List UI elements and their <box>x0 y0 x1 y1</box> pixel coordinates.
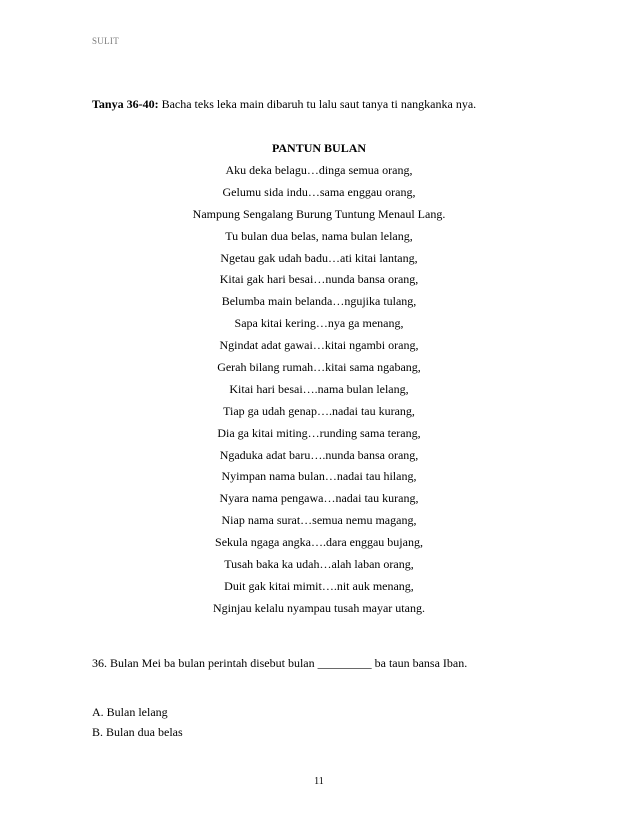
poem-title: PANTUN BULAN <box>271 141 367 155</box>
poem-line: Gelumu sida indu…sama enggau orang, <box>222 184 416 199</box>
poem-line: Niap nama surat…semua nemu magang, <box>221 513 417 528</box>
instruction-prefix: Tanya 36-40: <box>92 97 159 111</box>
poem-line: Tu bulan dua belas, nama bulan lelang, <box>225 228 413 243</box>
poem-line: Sekula ngaga angka….dara enggau bujang, <box>215 535 423 550</box>
poem-line: Ngetau gak udah badu…ati kitai lantang, <box>220 250 418 265</box>
poem-line: Dia ga kitai miting…runding sama terang, <box>217 425 421 440</box>
poem-line: Sapa kitai kering…nya ga menang, <box>234 316 404 331</box>
option-a: A. Bulan lelang <box>92 705 168 719</box>
question-instruction <box>92 96 562 112</box>
question-36: 36. Bulan Mei ba bulan perintah disebut bulan _________ ba taun bansa Iban. <box>92 656 468 670</box>
poem-line: Duit gak kitai mimit….nit auk menang, <box>224 578 414 593</box>
answer-options <box>92 702 183 742</box>
option-b: B. Bulan dua belas <box>92 725 183 739</box>
page-number: 11 <box>314 776 324 787</box>
poem-line: Nampung Sengalang Burung Tuntung Menaul Lang. <box>192 206 446 221</box>
poem-line: Ngaduka adat baru….nunda bansa orang, <box>219 447 419 462</box>
poem-line: Tusah baka ka udah…alah laban orang, <box>224 557 414 572</box>
poem-line: Ngindat adat gawai…kitai ngambi orang, <box>219 338 419 353</box>
poem-line: Gerah bilang rumah…kitai sama ngabang, <box>217 360 421 375</box>
poem-line: Belumba main belanda…ngujika tulang, <box>221 294 417 309</box>
confidential-header: SULIT <box>92 36 119 46</box>
poem-line: Nyimpan nama bulan…nadai tau hilang, <box>221 469 417 484</box>
poem-line: Nginjau kelalu nyampau tusah mayar utang. <box>213 600 425 615</box>
poem-line: Aku deka belagu…dinga semua orang, <box>225 163 413 177</box>
poem-line: Kitai hari besai….nama bulan lelang, <box>229 381 409 396</box>
poem-line: Tiap ga udah genap….nadai tau kurang, <box>223 403 415 418</box>
poem-lines <box>92 160 546 620</box>
poem-line: Nyara nama pengawa…nadai tau kurang, <box>219 491 419 506</box>
poem-line: Kitai gak hari besai…nunda bansa orang, <box>219 272 419 287</box>
instruction-text: Bacha teks leka main dibaruh tu lalu saut tanya ti nangkanka nya. <box>158 97 477 111</box>
